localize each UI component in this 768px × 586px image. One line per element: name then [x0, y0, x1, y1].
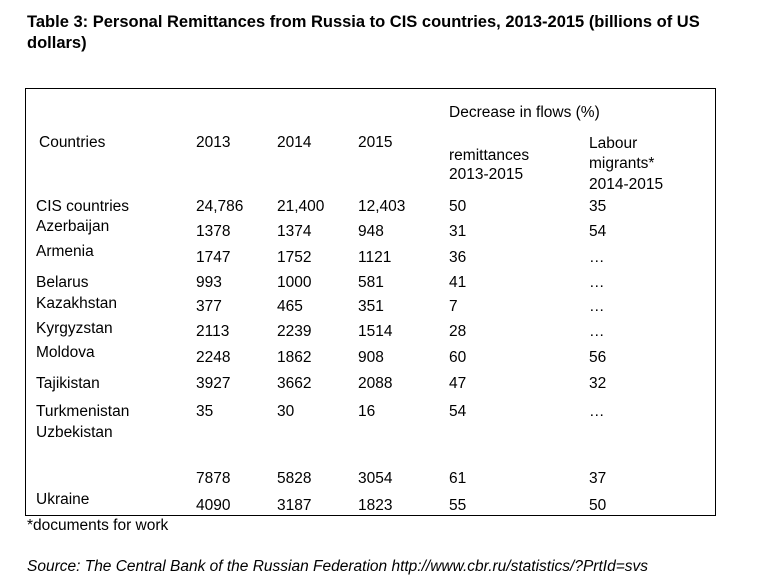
cell-labour: 37	[589, 470, 607, 487]
cell-2015: 581	[358, 274, 384, 291]
cell-2014: 2239	[277, 323, 312, 340]
cell-2014: 30	[277, 403, 295, 420]
cell-remittances: 41	[449, 274, 467, 291]
cell-labour: …	[589, 249, 605, 266]
country-label: Armenia	[36, 243, 94, 260]
country-label: Turkmenistan	[36, 403, 130, 420]
cell-2014: 3662	[277, 375, 312, 392]
cell-labour: …	[589, 323, 605, 340]
header-countries: Countries	[39, 134, 106, 151]
country-label: Moldova	[36, 344, 95, 361]
cell-remittances: 50	[449, 198, 467, 215]
header-labour-line2: migrants*	[589, 155, 655, 172]
cell-2013: 1378	[196, 223, 231, 240]
cell-2013: 3927	[196, 375, 231, 392]
cell-remittances: 55	[449, 497, 467, 514]
cell-2014: 21,400	[277, 198, 325, 215]
country-label: Belarus	[36, 274, 89, 291]
cell-2015: 948	[358, 223, 384, 240]
header-labour-line3: 2014-2015	[589, 176, 664, 193]
cell-labour: 56	[589, 349, 607, 366]
cell-2013: 24,786	[196, 198, 244, 215]
cell-labour: 54	[589, 223, 607, 240]
header-2014: 2014	[277, 134, 312, 151]
cell-2015: 12,403	[358, 198, 406, 215]
cell-2015: 1121	[358, 249, 392, 266]
footnote: *documents for work	[27, 517, 169, 534]
cell-2013: 7878	[196, 470, 231, 487]
country-label: Ukraine	[36, 491, 90, 508]
cell-2014: 3187	[277, 497, 312, 514]
group-header-decrease: Decrease in flows (%)	[449, 104, 600, 121]
country-label: Tajikistan	[36, 375, 100, 392]
cell-2015: 16	[358, 403, 376, 420]
cell-labour: 32	[589, 375, 607, 392]
header-remittances-line2: 2013-2015	[449, 166, 524, 183]
header-2015: 2015	[358, 134, 393, 151]
cell-labour: 50	[589, 497, 607, 514]
cell-2013: 35	[196, 403, 214, 420]
country-label: Kazakhstan	[36, 295, 117, 312]
cell-labour: …	[589, 298, 605, 315]
table-title: Table 3: Personal Remittances from Russia to CIS countries, 2013-2015 (billions of US dollars)	[27, 13, 700, 52]
cell-2013: 2113	[196, 323, 230, 340]
cell-remittances: 47	[449, 375, 467, 392]
cell-2014: 1374	[277, 223, 312, 240]
source-citation: Source: The Central Bank of the Russian Federation http://www.cbr.ru/statistics/?PrtId=svs	[27, 558, 648, 575]
cell-2013: 4090	[196, 497, 231, 514]
cell-2014: 5828	[277, 470, 312, 487]
country-label: CIS countries	[36, 198, 130, 215]
header-remittances-line1: remittances	[449, 147, 530, 164]
cell-labour: …	[589, 403, 605, 420]
cell-labour: …	[589, 274, 605, 291]
cell-2014: 1752	[277, 249, 312, 266]
header-2013: 2013	[196, 134, 231, 151]
cell-remittances: 61	[449, 470, 467, 487]
country-label: Kyrgyzstan	[36, 320, 113, 337]
country-label: Azerbaijan	[36, 218, 110, 235]
cell-2013: 1747	[196, 249, 231, 266]
header-labour-line1: Labour	[589, 135, 638, 152]
cell-remittances: 7	[449, 298, 458, 315]
cell-2013: 993	[196, 274, 222, 291]
cell-2015: 3054	[358, 470, 393, 487]
cell-2015: 351	[358, 298, 384, 315]
cell-2014: 1000	[277, 274, 312, 291]
cell-labour: 35	[589, 198, 607, 215]
cell-2015: 1823	[358, 497, 393, 514]
country-label: Uzbekistan	[36, 424, 113, 441]
cell-2014: 465	[277, 298, 303, 315]
cell-2013: 377	[196, 298, 222, 315]
cell-remittances: 28	[449, 323, 467, 340]
cell-remittances: 36	[449, 249, 467, 266]
cell-2013: 2248	[196, 349, 231, 366]
cell-remittances: 54	[449, 403, 467, 420]
cell-remittances: 31	[449, 223, 467, 240]
cell-remittances: 60	[449, 349, 467, 366]
cell-2015: 908	[358, 349, 384, 366]
cell-2015: 2088	[358, 375, 393, 392]
cell-2014: 1862	[277, 349, 312, 366]
cell-2015: 1514	[358, 323, 393, 340]
